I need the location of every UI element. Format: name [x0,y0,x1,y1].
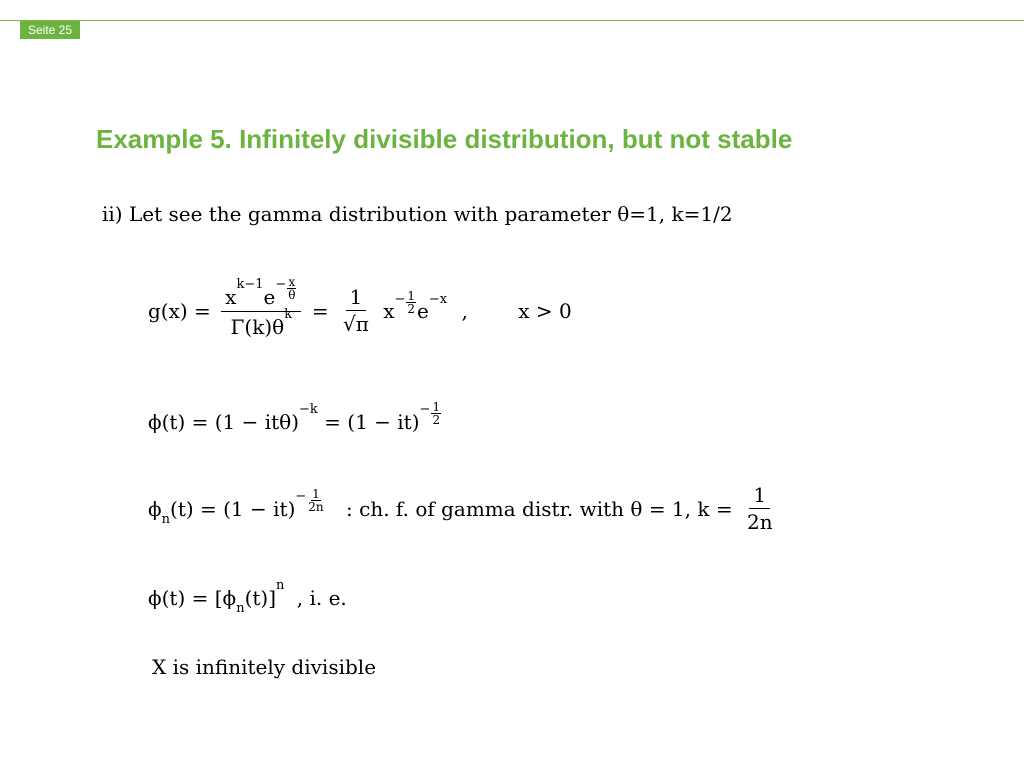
eq3-fraction [743,484,777,533]
eq4-sub: n [236,601,245,616]
eq2-lhs: ϕ(t) = (1 − itθ) [148,409,300,434]
eq1-condition: x > 0 [518,298,572,323]
eq1-equals: = [311,298,329,323]
eq1-x: x [383,298,395,323]
eq1-num-exp: k−1 [236,277,264,293]
eq1-comma: , [461,298,468,323]
eq1-den-text: Γ(k)θ [230,314,285,339]
eq3-exp [307,488,324,513]
eq3-frac-num: 1 [749,484,770,509]
eq1-x-exp-den: 2 [407,302,416,317]
eq1-denominator [227,307,297,339]
eq1-num-base: x [225,284,237,309]
eq1-x-exp [406,290,416,315]
intro-text: ii) Let see the gamma distribution with parameter θ=1, k=1/2 [102,202,733,226]
eq3-sub: n [161,512,171,527]
eq1-e: e [417,298,429,323]
eq1-x-exp-neg: − [394,291,406,307]
eq2-exp1: −k [299,402,318,418]
eq4-sup: n [276,578,285,594]
eq3-description: : ch. f. of gamma distr. with θ = 1, k = [346,496,733,521]
header-rule [0,20,1024,21]
eq3-frac-den: 2n [746,510,773,534]
page-number-badge: Seite 25 [20,21,80,39]
eq3-exp-num: 1 [312,487,320,501]
eq1-den-exp: k [284,307,293,323]
eq3-mid: (t) = (1 − it) [170,496,296,521]
eq4-tail: , i. e. [296,585,347,610]
eq4-lhs: ϕ(t) = [ϕ [148,585,237,610]
eq1-num-e-exp-num: x [288,275,296,289]
eq1-fraction [221,275,301,339]
eq1-num-e-exp-den: θ [288,288,296,302]
equation-char-function [148,400,442,434]
eq3-phi: ϕ [148,496,162,521]
eq1-frac2-den: √π [342,312,369,337]
eq1-fraction-2 [339,286,373,335]
eq2-exp2 [431,401,441,426]
eq2-exp2-neg: − [419,402,431,418]
eq3-exp-neg: − [295,489,307,505]
eq1-x-exp-num: 1 [407,289,416,304]
eq3-exp-den: 2n [308,500,324,514]
eq1-num-e-neg: − [275,277,287,293]
eq1-e-exp: −x [428,291,448,307]
eq1-lhs: g(x) = [148,298,211,323]
eq2-mid: = (1 − it) [324,409,420,434]
slide-title: Example 5. Infinitely divisible distribution, but not stable [96,124,793,154]
equation-product [148,578,347,616]
eq2-exp2-den: 2 [432,413,441,427]
eq4-mid: (t)] [244,585,277,610]
conclusion-text: X is infinitely divisible [152,655,377,679]
equation-density [148,275,572,339]
eq1-num-e: e [263,284,276,309]
eq1-num-e-exp [287,276,296,301]
eq1-frac2-num: 1 [346,286,367,311]
equation-phi-n [148,484,781,533]
eq2-exp2-num: 1 [432,400,441,414]
